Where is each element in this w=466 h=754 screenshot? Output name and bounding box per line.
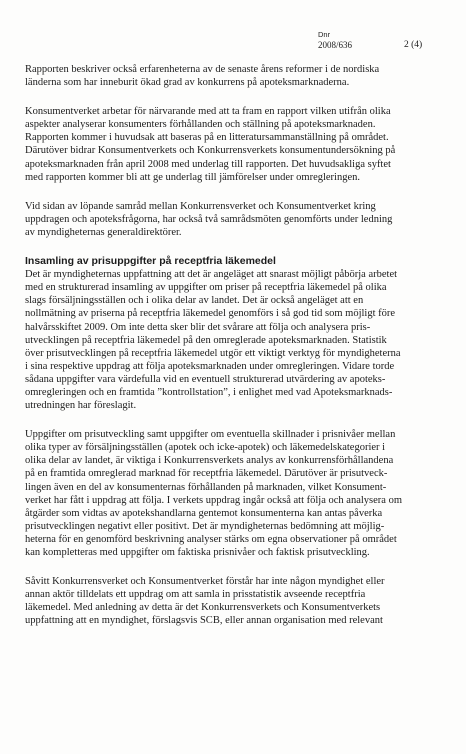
text-line: Rapporten kommer i huvudsak att baseras på en litteratursammanställning på området.: [25, 132, 389, 144]
text-line: aspekter analyserar konsumenters förhållanden och ställning på apoteksmarknaden.: [25, 119, 376, 131]
text-line: apoteksmarknaden från april 2008 med underlag till rapporten. Det huvudsakliga syftet: [25, 158, 391, 170]
text-line: uppdragen och apoteksfrågorna, har också två samrådsmöten genomförts under ledning: [25, 213, 393, 225]
text-line: prisutvecklingen negativt eller positivt. Det är myndigheternas bedömning att möjlig-: [25, 520, 385, 532]
text-line: verket har fått i uppdrag att följa. I verkets uppdrag ingår också att följa och analysera om: [25, 494, 402, 506]
paragraph-price-development: [25, 428, 445, 559]
document-body: [25, 63, 445, 643]
text-line: länderna som har inneburit ökad grad av konkurrens på apoteksmarknaderna.: [25, 77, 350, 89]
text-line: Uppgifter om prisutveckling samt uppgifter om eventuella skillnader i prisnivåer mellan: [25, 429, 396, 441]
text-line: läkemedel. Med anledning av detta är det Konkurrensverkets och Konsumentverkets: [25, 602, 381, 614]
text-line: Vid sidan av löpande samråd mellan Konkurrensverket och Konsumentverket kring: [25, 200, 376, 212]
paragraph-reforms: [25, 63, 445, 89]
dnr-label: Dnr: [318, 30, 331, 39]
text-line: sådana uppgifter vara värdefulla vid en eventuell strukturerad utvärdering av apoteks-: [25, 373, 386, 385]
text-line: lingen även en del av konsumenternas förhållanden på marknaden, vilket Konsument-: [25, 481, 387, 493]
text-line: Konsumentverket arbetar för närvarande med att ta fram en rapport vilken utifrån olika: [25, 106, 391, 118]
text-line: Rapporten beskriver också erfarenheterna av de senaste årens reformer i de nordiska: [25, 64, 380, 75]
page-number: 2 (4): [404, 40, 423, 50]
text-line: Det är myndigheternas uppfattning att det är angeläget att snarast möjligt påbörja arbetet: [25, 269, 398, 281]
text-line: omregleringen och en framtida ”kontrollstation”, i enlighet med vad Apoteksmarknads-: [25, 386, 393, 398]
text-line: utvecklingen på receptfria läkemedel på den omreglerade apoteksmarknaden. Statistik: [25, 334, 387, 346]
paragraph-consumer-report: [25, 105, 445, 184]
text-line: olika delar av landet, är viktiga i Konkurrensverkets analys av konkurrensförhållandena: [25, 455, 394, 467]
text-line: på en framtida omreglerad marknad för receptfria läkemedel. Därutöver är prisutveck-: [25, 468, 388, 480]
text-line: över prisutvecklingen på receptfria läkemedel utgör ett viktigt verktyg för myndigheterna: [25, 347, 401, 359]
paragraph-statistics-mandate: [25, 575, 445, 627]
text-line: Såvitt Konkurrensverket och Konsumentverket förstår har inte någon myndighet eller: [25, 576, 385, 588]
text-line: i sina respektive uppdrag att följa apoteksmarknaden under omregleringen. Vidare torde: [25, 360, 395, 372]
text-line: med en strukturerad insamling av uppgifter om priser på receptfria läkemedel på olika: [25, 282, 387, 294]
text-line: olika typer av försäljningsställen (apotek och icke-apotek) och läkemedelskategorier i: [25, 442, 386, 454]
dnr-number: 2008/636: [318, 40, 353, 50]
text-line: nollmätning av priserna på receptfria läkemedel genomförs i så god tid som möjligt före: [25, 308, 396, 320]
paragraph-price-collection: [25, 268, 445, 412]
section-heading: Insamling av prisuppgifter på receptfria läkemedel: [25, 255, 276, 268]
paragraph-consultation: [25, 200, 445, 239]
text-line: annan aktör tilldelats ett uppdrag om att samla in prisstatistik avseende receptfria: [25, 589, 366, 601]
text-line: Därutöver bidrar Konsumentverkets och Konkurrensverkets konsumentundersökning på: [25, 145, 396, 157]
text-line: slags försäljningsställen och i olika delar av landet. Det är också angeläget att en: [25, 295, 364, 307]
text-line: kan kompletteras med uppgifter om faktiska prisnivåer och faktisk prisutveckling.: [25, 547, 370, 558]
text-line: utredningen har föreslagit.: [25, 400, 137, 412]
text-line: av myndigheternas generaldirektörer.: [25, 226, 182, 238]
text-line: halvårsskiftet 2009. Om inte detta sker blir det svårare att följa och analysera pris-: [25, 321, 371, 333]
text-line: med rapporten kommer bli att ge underlag till jämförelser under omregleringen.: [25, 171, 361, 183]
text-line: åtgärder som vidtas av apotekshandlarna gentemot konsumenterna kan antas påverka: [25, 507, 383, 519]
text-line: heterna för en genomförd beskrivning analyser stärks om egna observationer på området: [25, 533, 397, 545]
text-line: uppfattning att en myndighet, förslagsvis SCB, eller annan organisation med relevant: [25, 615, 383, 627]
